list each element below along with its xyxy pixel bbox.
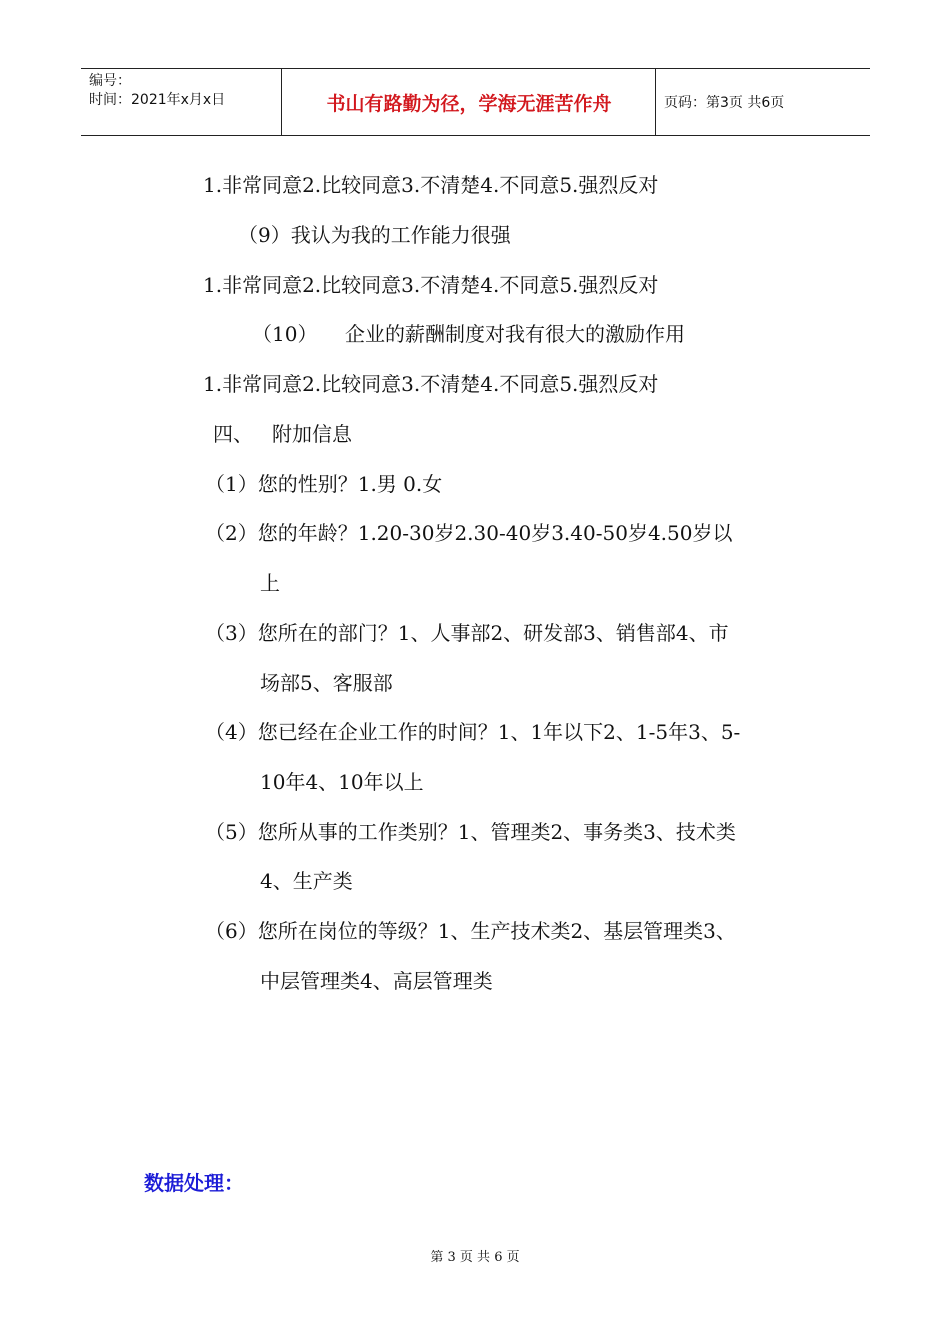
page-footer: 第 3 页 共 6 页: [430, 1250, 520, 1265]
q10-text: 企业的薪酬制度对我有很大的激励作用: [345, 322, 685, 346]
section4-title: 附加信息: [272, 422, 352, 446]
q8-options: 1.非常同意2.比较同意3.不清楚4.不同意5.强烈反对: [203, 173, 659, 197]
additional-q2-line1: （2）您的年龄？1.20-30岁2.30-40岁3.40-50岁4.50岁以: [205, 521, 733, 545]
header-left-cell: [89, 72, 225, 110]
q10-number: （10）: [252, 322, 318, 346]
additional-q6-line2: 中层管理类4、高层管理类: [260, 969, 493, 993]
page-header: [81, 68, 870, 136]
additional-q4-line1: （4）您已经在企业工作的时间？1、1年以下2、1-5年3、5-: [205, 720, 741, 744]
q10-options: 1.非常同意2.比较同意3.不清楚4.不同意5.强烈反对: [203, 372, 659, 396]
additional-q5-line2: 4、生产类: [260, 869, 353, 893]
data-processing-title: 数据处理：: [144, 1171, 244, 1195]
additional-q5-line1: （5）您所从事的工作类别？1、管理类2、事务类3、技术类: [205, 820, 736, 844]
document-number-label: 编号：: [89, 73, 131, 89]
additional-q3-line2: 场部5、客服部: [260, 671, 393, 695]
header-motto: 书山有路勤为径，学海无涯苦作舟: [326, 92, 612, 115]
q9-options: 1.非常同意2.比较同意3.不清楚4.不同意5.强烈反对: [203, 273, 659, 297]
additional-q6-line1: （6）您所在岗位的等级？1、生产技术类2、基层管理类3、: [205, 919, 736, 943]
q9-text: （9）我认为我的工作能力很强: [238, 223, 511, 247]
header-divider-right: [655, 69, 656, 135]
document-date-label: 时间：2021年x月x日: [89, 92, 226, 108]
additional-q1: （1）您的性别？1.男 0.女: [205, 472, 443, 496]
header-page-label: 页码：第3页 共6页: [664, 95, 785, 111]
additional-q3-line1: （3）您所在的部门？1、人事部2、研发部3、销售部4、市: [205, 621, 729, 645]
section4-number: 四、: [213, 422, 253, 446]
additional-q2-line2: 上: [260, 571, 280, 595]
additional-q4-line2: 10年4、10年以上: [260, 770, 424, 794]
